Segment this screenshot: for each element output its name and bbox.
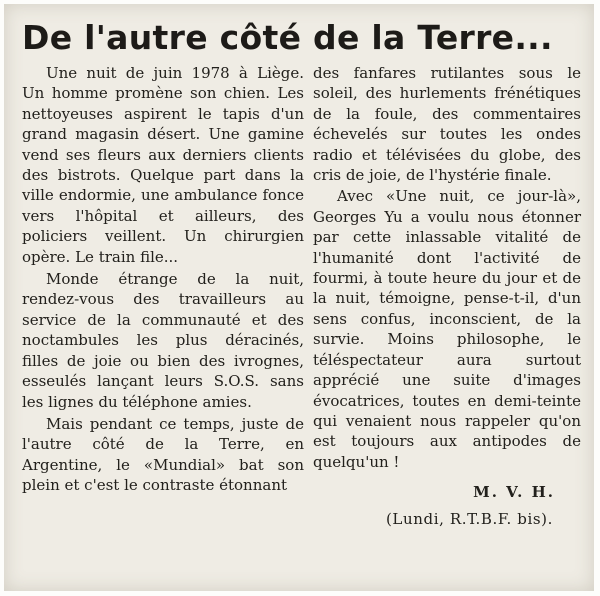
- broadcast-source: (Lundi, R.T.B.F. bis).: [385, 509, 553, 528]
- newspaper-clipping: [4, 4, 594, 591]
- paragraph-georges-yu: Avec «Une nuit, ce jour-là», Georges Yu a voulu nous étonner par cette inlassable vitalité de l'humanité dont l'activité de fourmi, à toute heure du jour et de la nuit, témoigne, pense-t-il, d'un sens confus, inconscient, de la survie. Moins philosophe, le téléspectateur aura surtout apprécié une suite d'images évocatrices, toutes en demi-teinte qui venaient nous rappeler qu'on est toujours aux antipodes de quelqu'un !: [313, 187, 581, 471]
- paragraph-night-world: Monde étrange de la nuit, rendez-vous des travailleurs au service de la communauté et des noctambules les plus déracinés, filles de joie ou bien des ivrognes, esseulés lançant leurs S.O.S. sans les lignes du téléphone amies.: [22, 270, 304, 411]
- left-column: [22, 63, 304, 497]
- author-signature: M. V. H.: [473, 483, 555, 502]
- paragraph-mundial-continued: des fanfares rutilantes sous le soleil, des hurlements frénétiques de la foule, des commentaires échevelés sur toutes les ondes radio et télévisées du globe, des cris de joie, de l'hystérie finale.: [313, 64, 581, 185]
- headline: De l'autre côté de la Terre...: [22, 18, 553, 57]
- paragraph-mundial: Mais pendant ce temps, juste de l'autre côté de la Terre, en Argentine, le «Mundial» bat son plein et c'est le contraste étonnant: [22, 414, 304, 495]
- paragraph-liege-night: Une nuit de juin 1978 à Liège. Un homme promène son chien. Les nettoyeuses aspirent le tapis d'un grand magasin désert. Une gamine vend ses fleurs aux derniers clients des bistrots. Quelque part dans la ville endormie, une ambulance fonce vers l'hôpital et ailleurs, des policiers veillent. Un chirurgien opère. Le train file...: [22, 64, 304, 266]
- right-column: [313, 63, 581, 529]
